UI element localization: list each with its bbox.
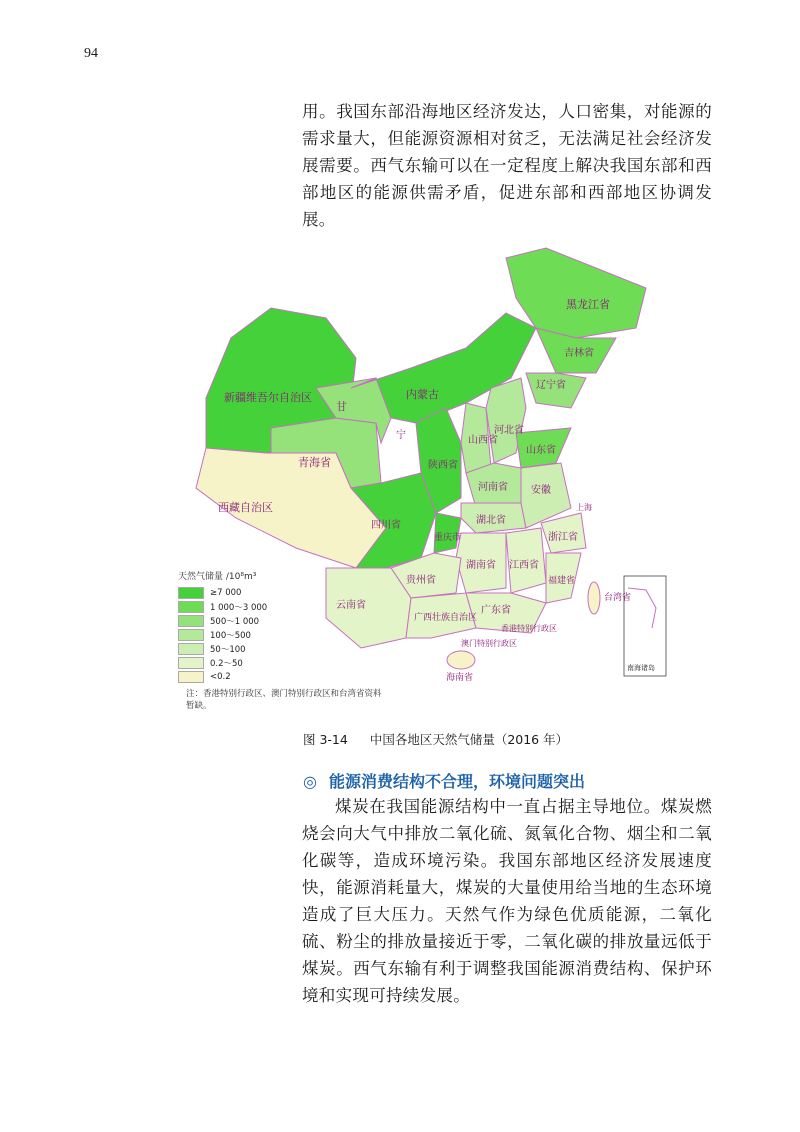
legend-row	[178, 628, 328, 642]
figure-note: 注：香港特别行政区、澳门特别行政区和台湾省资料暂缺。	[186, 689, 382, 711]
south-sea-inset	[624, 576, 666, 676]
legend-label: 100～500	[210, 631, 251, 641]
legend-label: 50～100	[210, 645, 246, 655]
label-south-sea: 南海诸岛	[627, 664, 655, 672]
paragraph-intro: 用。我国东部沿海地区经济发达，人口密集，对能源的需求量大，但能源资源相对贫乏，无法满足社会经济发展需要。西气东输可以在一定程度上解决我国东部和西部地区的能源供需矛盾，促进东部和西部地区协调发展。	[302, 102, 712, 229]
label-jilin: 吉林省	[564, 348, 594, 359]
label-neimenggu: 内蒙古	[406, 388, 439, 401]
section-heading	[303, 769, 585, 792]
legend-row	[178, 642, 328, 656]
label-shaanxi: 陕西省	[428, 460, 458, 471]
legend-swatch	[178, 643, 204, 655]
section-heading-text: 能源消费结构不合理，环境问题突出	[328, 772, 585, 791]
label-guangxi: 广西壮族自治区	[414, 613, 478, 623]
region-hainan	[447, 651, 475, 669]
legend-label: 0.2～50	[210, 659, 243, 669]
label-hongkong: 香港特别行政区	[501, 624, 557, 633]
legend-swatch	[178, 587, 204, 599]
label-taiwan: 台湾省	[604, 593, 632, 603]
label-zhejiang: 浙江省	[548, 532, 578, 543]
legend-swatch	[178, 671, 204, 683]
figure-caption-title: 中国各地区天然气储量（2016 年）	[369, 732, 569, 747]
legend-row	[178, 670, 328, 684]
legend-label: 1 000～3 000	[210, 603, 268, 613]
label-xizang: 西藏自治区	[218, 501, 273, 514]
label-sichuan: 四川省	[371, 520, 401, 531]
label-shanxi: 山西省	[468, 435, 498, 446]
label-heilongjiang: 黑龙江省	[566, 298, 610, 311]
label-shandong: 山东省	[526, 445, 556, 456]
region-taiwan	[588, 582, 600, 614]
label-hebei: 河北省	[494, 425, 524, 436]
figure-caption	[303, 730, 568, 748]
legend-row	[178, 600, 328, 614]
label-henan: 河南省	[478, 482, 508, 493]
label-guangdong: 广东省	[481, 605, 511, 616]
legend-label: ≥7 000	[210, 588, 242, 598]
label-macau: 澳门特别行政区	[461, 639, 517, 648]
legend-swatch	[178, 629, 204, 641]
legend-row	[178, 614, 328, 628]
section-bullet-icon: ◎	[303, 772, 317, 791]
map-legend	[178, 569, 328, 684]
label-ningxia: 宁	[396, 430, 406, 441]
legend-label: 500～1 000	[210, 617, 260, 627]
page-number: 94	[84, 46, 98, 61]
label-guizhou: 贵州省	[406, 575, 436, 586]
label-yunnan: 云南省	[336, 600, 366, 611]
label-hunan: 湖南省	[466, 560, 496, 571]
label-qinghai: 青海省	[298, 456, 331, 469]
label-chongqing: 重庆市	[434, 533, 462, 543]
label-hubei: 湖北省	[476, 515, 506, 526]
label-jiangxi: 江西省	[509, 560, 539, 571]
label-anhui: 安徽	[531, 485, 551, 496]
legend-swatch	[178, 657, 204, 669]
legend-label: <0.2	[210, 672, 231, 682]
label-shanghai: 上海	[576, 503, 592, 512]
label-xinjiang: 新疆维吾尔自治区	[224, 391, 312, 404]
figure-caption-number: 图 3-14	[303, 732, 348, 747]
paragraph-coal: 煤炭在我国能源结构中一直占据主导地位。煤炭燃烧会向大气中排放二氧化硫、氮氧化合物、烟尘和二氧化碳等，造成环境污染。我国东部地区经济发展速度快，能源消耗量大，煤炭的大量使用给当地的生态环境造成了巨大压力。天然气作为绿色优质能源，二氧化硫、粉尘的排放量接近于零，二氧化碳的排放量远低于煤炭。西气东输有利于调整我国能源消费结构、保护环境和实现可持续发展。	[302, 797, 712, 1005]
label-gansu: 甘	[336, 400, 347, 413]
legend-swatch	[178, 601, 204, 613]
legend-swatch	[178, 615, 204, 627]
legend-rows	[178, 586, 328, 684]
legend-row	[178, 656, 328, 670]
label-liaoning: 辽宁省	[536, 380, 566, 391]
label-fujian: 福建省	[548, 576, 576, 586]
legend-title: 天然气储量 /10⁸m³	[178, 572, 257, 582]
label-hainan: 海南省	[446, 673, 474, 683]
legend-row	[178, 586, 328, 600]
